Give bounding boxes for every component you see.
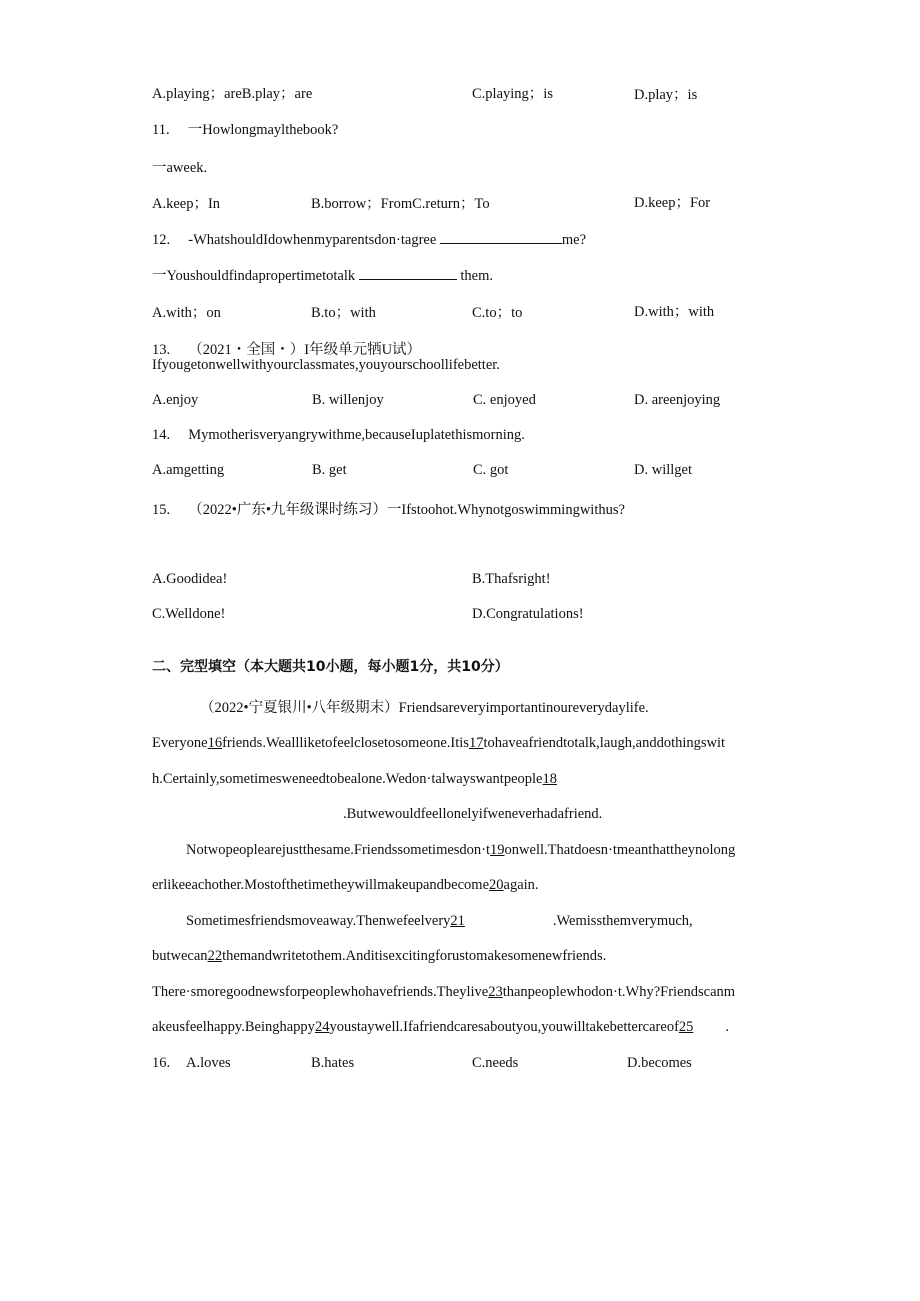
q13-source: （2021・全国・）I年级单元牺U试） (188, 342, 422, 358)
q16-option-c: C.needs (472, 1055, 519, 1071)
q13-option-b: B. willenjoy (312, 392, 384, 408)
passage-text: butwecan (152, 948, 208, 964)
q12-option-a: A.with；on (152, 305, 221, 321)
passage-line (152, 984, 735, 1001)
q16-option-b: B.hates (311, 1055, 355, 1071)
q14-option-a: A.amgetting (152, 462, 225, 478)
q16-number: 16. (152, 1055, 171, 1071)
q13-sentence: Ifyougetonwellwithyourclassmates,youyourschoollifebetter. (152, 357, 500, 373)
passage-line (152, 948, 606, 965)
q13-option-d: D. areenjoying (634, 392, 721, 408)
passage-text: friends.Weallliketofeelclosetosomeone.Itis (222, 735, 469, 751)
passage-text: thanpeoplewhodon·t.Why?Friendscanm (502, 984, 736, 1000)
passage-text: . (725, 1019, 730, 1035)
q11-option-d: D.keep；For (634, 195, 711, 211)
q15-text: （2022•广东•九年级课时练习）一Ifstoohot.Whynotgoswimmingwithus? (188, 502, 625, 518)
q13-number: 13. (152, 342, 171, 358)
passage-line (152, 877, 539, 894)
q12-answer-tail: them. (460, 268, 493, 284)
passage-text: again. (503, 877, 539, 893)
q12-answer (152, 264, 493, 285)
q14-number: 14. (152, 427, 171, 443)
passage-line: .Butwewouldfeellonelyifweneverhadafriend. (343, 806, 603, 822)
passage-text: Notwopeoplearejustthesame.Friendssometimesdon·t (186, 842, 491, 858)
blank-22: 22 (207, 948, 223, 964)
passage-text: Everyone (152, 735, 208, 751)
blank-16: 16 (207, 735, 223, 751)
q12-blank-2 (359, 265, 457, 280)
passage-text: youstaywell.Ifafriendcaresaboutyou,youwilltakebettercareof (329, 1019, 679, 1035)
q16-option-d: D.becomes (627, 1055, 692, 1071)
passage-line (186, 913, 693, 930)
passage-line (152, 735, 725, 752)
q11-option-a: A.keep；In (152, 196, 221, 212)
blank-23: 23 (488, 984, 503, 1000)
q14-question (152, 427, 525, 444)
q10-option-d: D.play；is (634, 87, 698, 103)
q12-question-tail: me? (561, 232, 587, 248)
q15-question (152, 498, 625, 519)
q10-option-ab: A.playing；areB.play；are (152, 86, 313, 102)
q11-number: 11. (152, 122, 170, 138)
q14-option-c: C. got (473, 462, 509, 478)
passage-line (152, 771, 557, 788)
blank-17: 17 (468, 735, 484, 751)
passage-line (186, 842, 735, 859)
passage-text: There·smoregoodnewsforpeoplewhohavefriends.Theylive (152, 984, 489, 1000)
q15-option-d: D.Congratulations! (472, 606, 584, 622)
section-heading: 二、完型填空（本大题共10小题，每小题1分，共10分） (152, 659, 509, 675)
q12-blank-1 (440, 229, 562, 244)
passage-text: Sometimesfriendsmoveaway.Thenwefeelvery (186, 913, 451, 929)
passage-text: themandwritetothem.Anditisexcitingforustomakesomenewfriends. (222, 948, 607, 964)
passage-text: onwell.Thatdoesn·tmeanthattheynolong (504, 842, 736, 858)
q12-option-b: B.to；with (311, 305, 376, 321)
q11-question-tail: thebook? (285, 122, 339, 138)
q11-answer-line: 一aweek. (152, 160, 208, 176)
q16-option-a: A.loves (186, 1055, 231, 1071)
passage-text: .Wemissthemverymuch, (552, 913, 693, 929)
q14-option-b: B. get (312, 462, 347, 478)
q12-option-d: D.with；with (634, 304, 715, 320)
passage-text: akeusfeelhappy.Beinghappy (152, 1019, 315, 1035)
q15-option-b: B.Thafsright! (472, 571, 551, 587)
q15-option-c: C.Welldone! (152, 606, 226, 622)
q10-option-c: C.playing；is (472, 86, 553, 102)
q14-option-d: D. willget (634, 462, 692, 478)
q12-option-c: C.to；to (472, 305, 523, 321)
q12-answer-text: 一Youshouldfindapropertimetotalk (152, 268, 356, 284)
q13-header (152, 338, 421, 359)
blank-18: 18 (542, 771, 557, 787)
q11-option-bc: B.borrow；FromC.return；To (311, 196, 490, 212)
q13-option-a: A.enjoy (152, 392, 199, 408)
q15-number: 15. (152, 502, 171, 518)
blank-19: 19 (490, 842, 505, 858)
q11-question (152, 118, 338, 139)
q16-row (152, 1055, 170, 1072)
q13-option-c: C. enjoyed (473, 392, 536, 408)
passage-text: tohaveafriendtotalk,laugh,anddothingswit (483, 735, 726, 751)
passage-text: h.Certainly,sometimesweneedtobealone.Wedon·talwayswantpeople (152, 771, 543, 787)
q12-question-text: -WhatshouldIdowhenmyparentsdon·tagree (188, 232, 437, 248)
passage-text: erlikeeachother.Mostofthetimetheywillmakeupandbecome (152, 877, 490, 893)
q11-question-text: 一Howlongmayl (187, 122, 286, 138)
q14-sentence: Mymotherisveryangrywithme,becauseIuplatethismorning. (188, 427, 525, 443)
q12-number: 12. (152, 232, 171, 248)
passage-source-line: （2022•宁夏银川•八年级期末）Friendsareveryimportantinoureverydaylife. (200, 700, 649, 716)
passage-line (152, 1019, 729, 1036)
blank-20: 20 (489, 877, 504, 893)
blank-21: 21 (450, 913, 465, 929)
blank-25: 25 (678, 1019, 694, 1035)
blank-24: 24 (314, 1019, 330, 1035)
q12-question (152, 229, 586, 249)
q15-option-a: A.Goodidea! (152, 571, 228, 587)
